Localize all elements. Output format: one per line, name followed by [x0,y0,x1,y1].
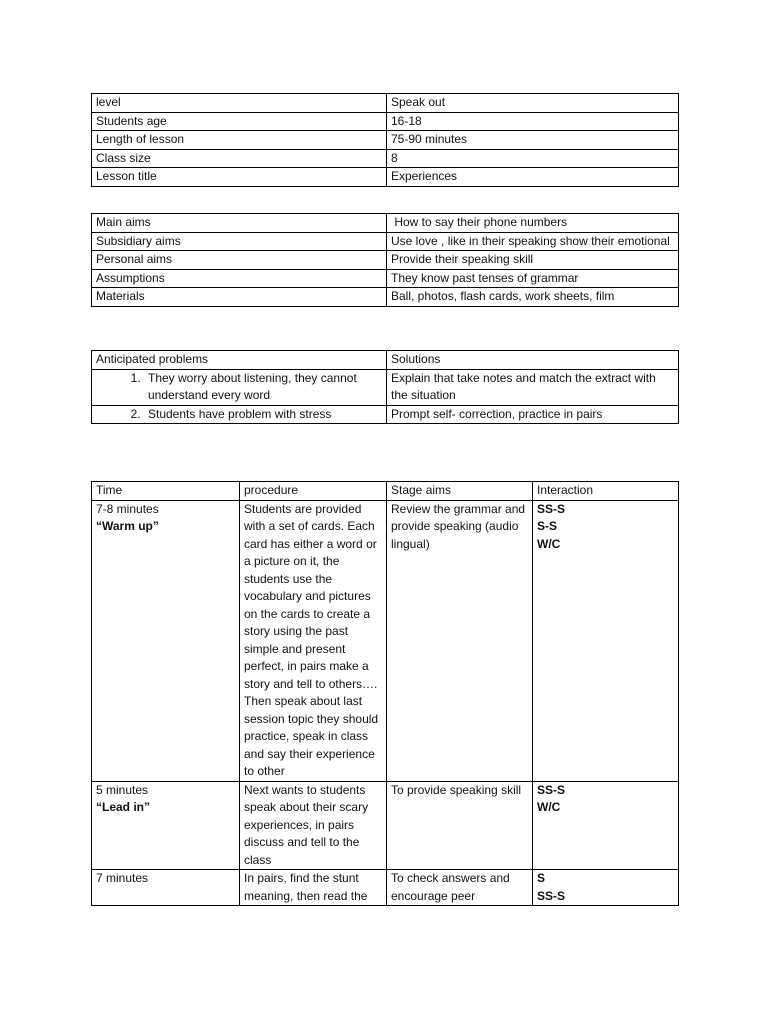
interaction-value: W/C [537,536,561,551]
value-cell: 75-90 minutes [387,131,679,150]
aims-table [91,213,679,307]
value-cell: They know past tenses of grammar [387,269,679,288]
table-row [92,405,679,424]
table-row [92,94,679,113]
table-row [92,214,679,233]
column-header: Time [92,482,240,501]
value-cell: How to say their phone numbers [387,214,679,233]
procedure-text: Students are provided with a set of cards. Each card has either a word or a picture on it, the students use the vocabulary and pictures on the cards to create a story using the past simple and present perfect, in pairs make a story and tell to others…. [244,501,378,691]
procedure-cell [240,500,387,781]
label-cell: level [92,94,387,113]
time-cell [92,781,240,870]
value-cell: Ball, photos, flash cards, work sheets, film [387,288,679,307]
problem-text: 1. They worry about listening, they cannot understand every word [144,370,382,405]
column-header: Solutions [387,351,679,370]
column-header: procedure [240,482,387,501]
interaction-cell [533,500,679,781]
stage-name: “Lead in” [96,800,151,814]
interaction-value: SS-S [537,501,566,516]
interaction-value: S [537,871,546,885]
table-row [92,369,679,405]
label-cell: Materials [92,288,387,307]
procedure-text-extra: Then speak about last session topic they should practice, speak in class and say their experience to other [244,694,379,778]
label-cell: Personal aims [92,251,387,270]
label-cell: Class size [92,149,387,168]
column-header: Stage aims [387,482,533,501]
solution-cell: Explain that take notes and match the extract with the situation [387,369,679,405]
table-row [92,112,679,131]
interaction-value: SS-S [537,888,566,903]
value-cell: Use love , like in their speaking show their emotional [387,232,679,251]
stage-aims-cell: Review the grammar and provide speaking (audio lingual) [387,500,533,781]
solution-cell: Prompt self- correction, practice in pairs [387,405,679,424]
value-cell: 16-18 [387,112,679,131]
interaction-cell [533,870,679,906]
time-value: 5 minutes [96,782,149,797]
interaction-value: S-S [537,519,558,533]
stage-name: “Warm up” [96,519,159,533]
interaction-cell [533,781,679,870]
value-cell: Speak out [387,94,679,113]
value-cell: Experiences [387,168,679,187]
stage-aims-cell: To provide speaking skill [387,781,533,870]
label-cell: Lesson title [92,168,387,187]
table-row [92,781,679,870]
value-cell: Provide their speaking skill [387,251,679,270]
time-cell [92,500,240,781]
table-row [92,288,679,307]
problem-text: 2. Students have problem with stress [144,406,382,424]
column-header: Anticipated problems [92,351,387,370]
table-row [92,269,679,288]
label-cell: Assumptions [92,269,387,288]
interaction-value: SS-S [537,782,566,797]
table-row [92,168,679,187]
lesson-info-table [91,93,679,187]
table-row [92,149,679,168]
problem-cell [92,369,387,405]
label-cell: Subsidiary aims [92,232,387,251]
table-header-row [92,482,679,501]
table-header-row [92,351,679,370]
interaction-value: W/C [537,800,561,814]
table-row [92,131,679,150]
problem-cell [92,405,387,424]
table-row [92,232,679,251]
label-cell: Students age [92,112,387,131]
table-row [92,251,679,270]
stage-aims-cell: To check answers and encourage peer [387,870,533,906]
procedure-table [91,481,679,906]
label-cell: Length of lesson [92,131,387,150]
table-row [92,500,679,781]
label-cell: Main aims [92,214,387,233]
table-row [92,870,679,906]
procedure-cell: In pairs, find the stunt meaning, then read the [240,870,387,906]
time-value: 7-8 minutes [96,501,159,516]
procedure-cell: Next wants to students speak about their scary experiences, in pairs discuss and tell to the class [240,781,387,870]
problems-table [91,350,679,424]
column-header: Interaction [533,482,679,501]
time-cell: 7 minutes [92,870,240,906]
value-cell: 8 [387,149,679,168]
